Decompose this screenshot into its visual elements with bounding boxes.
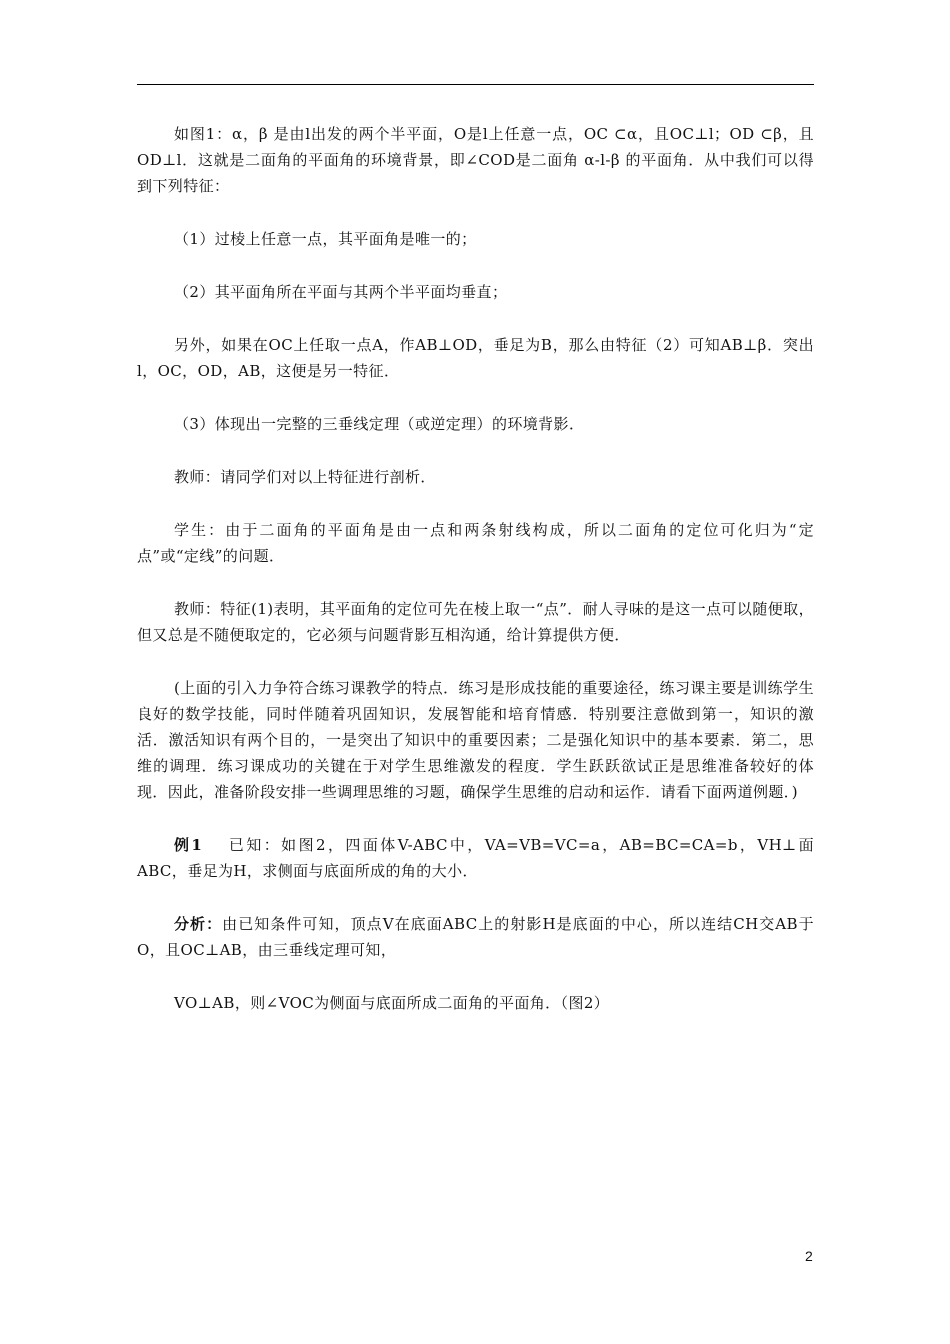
paragraph-text: （2）其平面角所在平面与其两个半平面均垂直； [174,283,508,301]
paragraph-analysis [137,911,814,963]
paragraph-teacher-explanation [137,596,814,648]
paragraph-example-1 [137,832,814,884]
paragraph-text: 由已知条件可知，顶点V在底面ABC上的射影H是底面的中心，所以连结CH交AB于O，且OC⊥AB，由三垂线定理可知， [137,915,814,959]
paragraph-text: 教师：特征(1)表明，其平面角的定位可先在棱上取一“点”．耐人寻味的是这一点可以随便取，但又总是不随便取定的，它必须与问题背影互相沟通，给计算提供方便． [137,600,814,644]
paragraph-feature-2 [137,279,814,305]
paragraph-conclusion [137,990,814,1016]
example-label: 例1 [174,836,203,854]
analysis-label: 分析： [174,915,223,933]
paragraph-text: 学生：由于二面角的平面角是由一点和两条射线构成，所以二面角的定位可化归为“定点”或“定线”的问题． [137,521,814,565]
page-number: 2 [805,1248,813,1264]
paragraph-text: （3）体现出一完整的三垂线定理（或逆定理）的环境背影． [174,415,585,433]
paragraph-text: 另外，如果在OC上任取一点A，作AB⊥OD，垂足为B，那么由特征（2）可知AB⊥β．突出l，OC，OD，AB，这便是另一特征． [137,336,814,380]
paragraph-text: VO⊥AB，则∠VOC为侧面与底面所成二面角的平面角．（图2） [174,994,610,1012]
paragraph-text: (上面的引入力争符合练习课教学的特点．练习是形成技能的重要途径，练习课主要是训练学生良好的数学技能，同时伴随着巩固知识，发展智能和培育情感．特别要注意做到第一，知识的激活．激活知识有两个目的，一是突出了知识中的重要因素；二是强化知识中的基本要素．第二，思维的调理．练习课成功的关键在于对学生思维激发的程度．学生跃跃欲试正是思维准备较好的体现．因此，准备阶段安排一些调理思维的习题，确保学生思维的启动和运作．请看下面两道例题．) [137,679,814,801]
paragraph-figure1-intro [137,121,814,199]
paragraph-text: 已知：如图2，四面体V-ABC中，VA=VB=VC=a，AB=BC=CA=b，VH⊥面ABC，垂足为H，求侧面与底面所成的角的大小． [137,836,814,880]
paragraph-text: （1）过棱上任意一点，其平面角是唯一的； [174,230,477,248]
paragraph-feature-1 [137,226,814,252]
paragraph-teaching-note [137,675,814,805]
paragraph-feature-3 [137,411,814,437]
paragraph-teacher-prompt [137,464,814,490]
paragraph-student-answer [137,517,814,569]
paragraph-text: 教师：请同学们对以上特征进行剖析． [174,468,436,486]
paragraph-text: 如图1：α，β 是由l出发的两个半平面，O是l上任意一点，OC ⊂α，且OC⊥l；OD ⊂β，且OD⊥l．这就是二面角的平面角的环境背景，即∠COD是二面角 α-l-β 的平面角．从中我们可以得到下列特征： [137,125,814,195]
paragraph-additional-feature [137,332,814,384]
document-body [137,121,814,1016]
header-rule [137,84,814,85]
